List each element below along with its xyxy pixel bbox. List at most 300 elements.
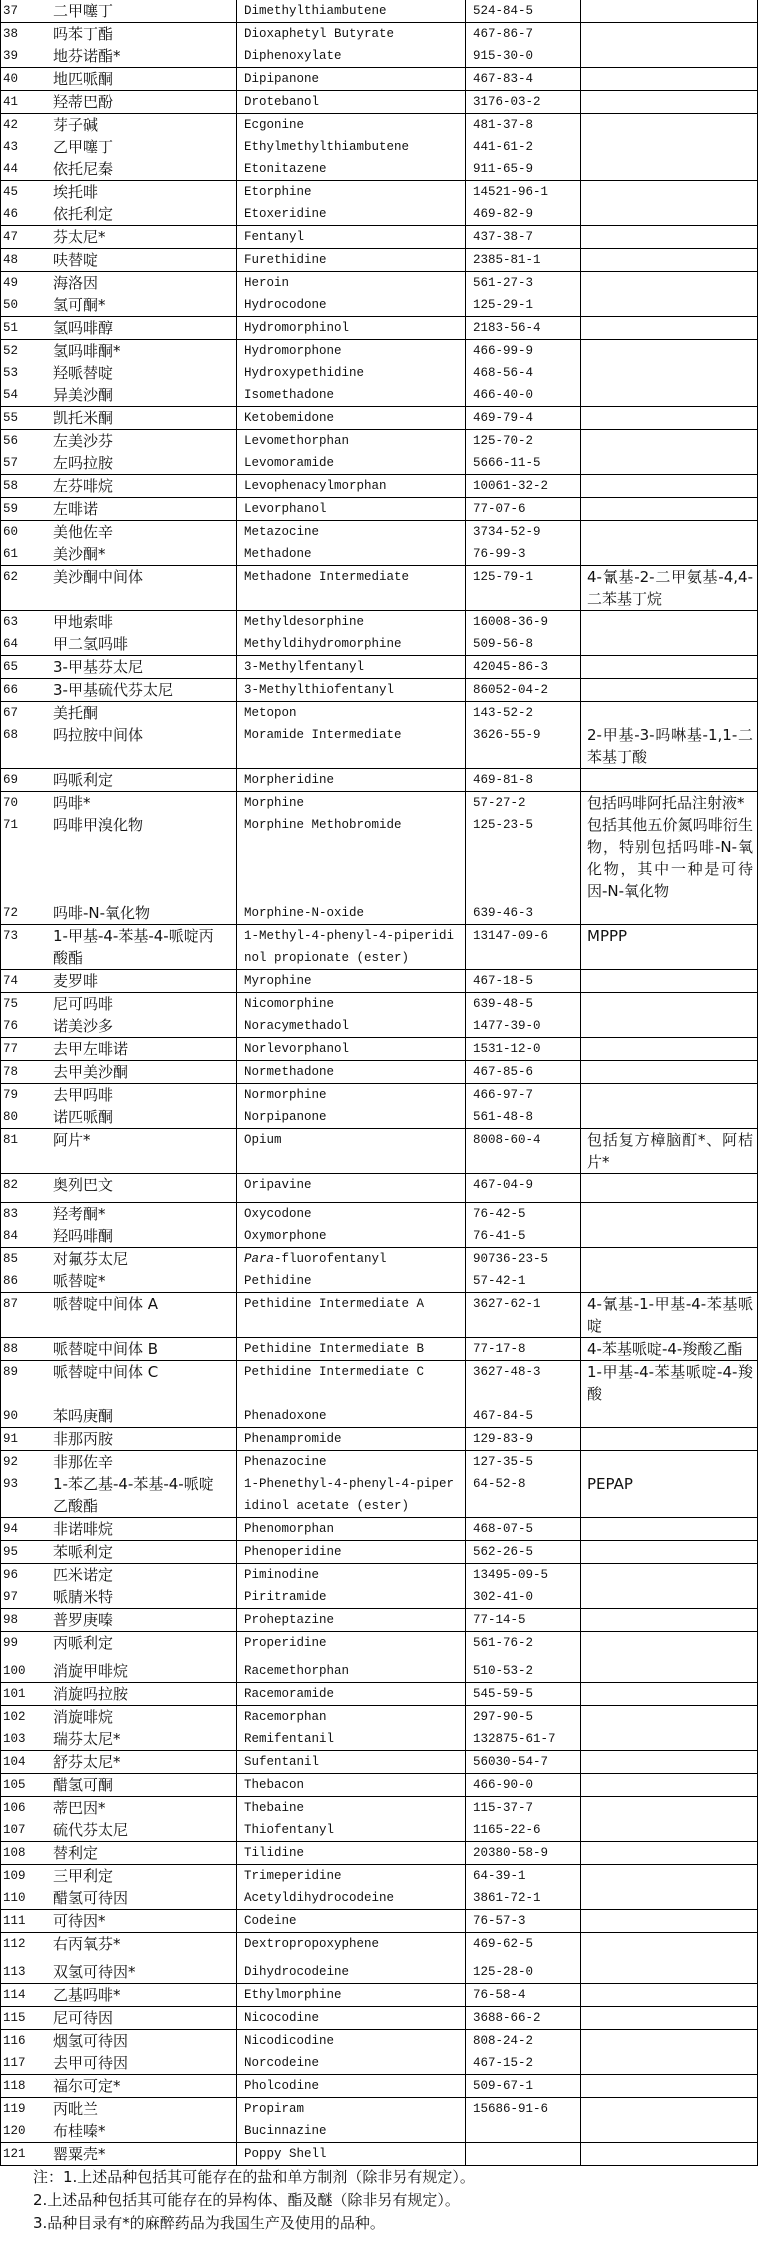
chinese-name: 左美沙芬	[53, 432, 114, 450]
cas-number: 8008-60-4	[473, 1133, 541, 1147]
cas-number: 3627-62-1	[473, 1297, 541, 1311]
chinese-name: 氢吗啡醇	[53, 319, 114, 337]
row-number: 90	[3, 1409, 19, 1423]
row-number: 107	[3, 1823, 26, 1837]
table-row	[1, 1174, 757, 1202]
row-number: 113	[3, 1965, 26, 1979]
row-number: 101	[3, 1687, 26, 1701]
row-number: 117	[3, 2056, 26, 2070]
row-group	[1, 226, 757, 249]
cas-number: 545-59-5	[473, 1687, 534, 1701]
row-number: 87	[3, 1297, 19, 1311]
row-group	[1, 430, 757, 475]
table-row	[1, 925, 757, 969]
chinese-name: 福尔可定*	[53, 2077, 121, 2095]
english-name: 3-Methylfentanyl	[244, 660, 365, 674]
remark: 包括其他五价氮吗啡衍生物，特别包括吗啡-N-氧化物，其中一种是可待因-N-氧化物	[587, 816, 753, 900]
cas-number: 10061-32-2	[473, 479, 549, 493]
row-group	[1, 2143, 757, 2166]
row-number: 69	[3, 773, 19, 787]
cas-number: 115-37-7	[473, 1801, 534, 1815]
chinese-name: 醋氢可待因	[53, 1889, 129, 1907]
chinese-name: 氢吗啡酮*	[53, 342, 121, 360]
row-number: 83	[3, 1207, 19, 1221]
row-group	[1, 1933, 757, 1984]
cas-number: 639-46-3	[473, 906, 534, 920]
english-name: Morphine-N-oxide	[244, 906, 365, 920]
english-name: Hydromorphone	[244, 344, 342, 358]
english-name: Oxycodone	[244, 1207, 312, 1221]
table-row	[1, 1586, 757, 1608]
row-group	[1, 340, 757, 407]
table-row	[1, 2143, 757, 2165]
chinese-name: 罂粟壳*	[53, 2145, 106, 2163]
english-name: Proheptazine	[244, 1613, 335, 1627]
english-name: Dipipanone	[244, 72, 320, 86]
chinese-name: 异美沙酮	[53, 386, 114, 404]
row-number: 73	[3, 929, 19, 943]
cas-number: 42045-86-3	[473, 660, 549, 674]
row-group	[1, 611, 757, 656]
chinese-name: 美沙酮中间体	[53, 568, 144, 586]
table-row	[1, 1338, 757, 1360]
row-number: 63	[3, 615, 19, 629]
english-name: Drotebanol	[244, 95, 320, 109]
chinese-name: 美他佐辛	[53, 523, 114, 541]
row-number: 72	[3, 906, 19, 920]
chinese-name: 海洛因	[53, 274, 99, 292]
table-row	[1, 68, 757, 90]
english-name: Oxymorphone	[244, 1229, 327, 1243]
table-row	[1, 384, 757, 406]
remark: 2-甲基-3-吗啉基-1,1-二苯基丁酸	[587, 726, 753, 766]
english-name: Morphine	[244, 796, 305, 810]
table-row	[1, 656, 757, 678]
english-name: Norlevorphanol	[244, 1042, 350, 1056]
cas-number: 76-41-5	[473, 1229, 526, 1243]
chinese-name: 诺匹哌酮	[53, 1108, 114, 1126]
row-group	[1, 181, 757, 226]
row-group	[1, 475, 757, 498]
english-name: Ethylmethylthiambutene	[244, 140, 410, 154]
english-name: Pholcodine	[244, 2079, 320, 2093]
english-name: Opium	[244, 1133, 282, 1147]
table-row	[1, 1361, 757, 1405]
row-number: 39	[3, 49, 19, 63]
cas-number: 466-99-9	[473, 344, 534, 358]
table-row	[1, 294, 757, 316]
cas-number: 509-67-1	[473, 2079, 534, 2093]
cas-number: 467-15-2	[473, 2056, 534, 2070]
row-number: 67	[3, 706, 19, 720]
row-number: 108	[3, 1846, 26, 1860]
row-number: 109	[3, 1869, 26, 1883]
table-row	[1, 2120, 757, 2142]
row-group	[1, 1428, 757, 1451]
chinese-name: 消旋吗拉胺	[53, 1685, 129, 1703]
chinese-name: 奥列巴文	[53, 1176, 114, 1194]
cas-number: 86052-04-2	[473, 683, 549, 697]
cas-number: 2183-56-4	[473, 321, 541, 335]
table-row	[1, 1106, 757, 1128]
cas-number: 437-38-7	[473, 230, 534, 244]
cas-number: 3734-52-9	[473, 525, 541, 539]
table-row	[1, 158, 757, 180]
table-row	[1, 45, 757, 67]
table-row	[1, 1061, 757, 1083]
english-name: Metazocine	[244, 525, 320, 539]
row-group	[1, 2030, 757, 2075]
row-number: 43	[3, 140, 19, 154]
table-row	[1, 1293, 757, 1337]
row-group	[1, 1706, 757, 1751]
cas-number: 132875-61-7	[473, 1732, 556, 1746]
chinese-name: 布桂嗪*	[53, 2122, 106, 2140]
row-group	[1, 1632, 757, 1683]
row-number: 71	[3, 818, 19, 832]
cas-number: 64-52-8	[473, 1477, 526, 1491]
english-name: Bucinnazine	[244, 2124, 327, 2138]
row-number: 106	[3, 1801, 26, 1815]
table-row	[1, 993, 757, 1015]
chinese-name: 吗啡甲溴化物	[53, 816, 144, 834]
table-row	[1, 2030, 757, 2052]
english-name: Phenomorphan	[244, 1522, 335, 1536]
row-group	[1, 1683, 757, 1706]
row-number: 82	[3, 1178, 19, 1192]
row-group	[1, 925, 757, 970]
table-row	[1, 769, 757, 791]
chinese-name: 依托尼秦	[53, 160, 114, 178]
row-number: 64	[3, 637, 19, 651]
table-row	[1, 1609, 757, 1631]
chinese-name: 苯哌利定	[53, 1543, 114, 1561]
row-number: 77	[3, 1042, 19, 1056]
row-number: 48	[3, 253, 19, 267]
table-row	[1, 2007, 757, 2029]
cas-number: 125-29-1	[473, 298, 534, 312]
row-number: 78	[3, 1065, 19, 1079]
row-group	[1, 1984, 757, 2007]
english-name: Racemethorphan	[244, 1664, 350, 1678]
chinese-name: 硫代芬太尼	[53, 1821, 129, 1839]
chinese-name: 三甲利定	[53, 1867, 114, 1885]
chinese-name: 哌替啶中间体 B	[53, 1340, 159, 1358]
row-group	[1, 91, 757, 114]
english-name: Levophenacylmorphan	[244, 479, 387, 493]
chinese-name: 麦罗啡	[53, 972, 99, 990]
cas-number: 469-82-9	[473, 207, 534, 221]
chinese-name: 吗拉胺中间体	[53, 726, 144, 744]
english-name: 3-Methylthiofentanyl	[244, 683, 395, 697]
row-group	[1, 993, 757, 1038]
row-number: 49	[3, 276, 19, 290]
chinese-name: 氢可酮*	[53, 296, 106, 314]
english-name: Poppy Shell	[244, 2147, 327, 2161]
english-name: Morphine Methobromide	[244, 818, 402, 832]
cas-number: 561-76-2	[473, 1636, 534, 1650]
table-row	[1, 475, 757, 497]
remark: 1-甲基-4-苯基哌啶-4-羧酸	[587, 1363, 753, 1403]
table-row	[1, 1865, 757, 1887]
cas-number: 3688-66-2	[473, 2011, 541, 2025]
footnotes	[0, 2166, 759, 2235]
footnote: 注：1.上述品种包括其可能存在的盐和单方制剂（除非另有规定）。	[33, 2168, 475, 2186]
row-number: 110	[3, 1891, 26, 1905]
row-number: 96	[3, 1568, 19, 1582]
table-row	[1, 23, 757, 45]
english-name: Normethadone	[244, 1065, 335, 1079]
row-number: 89	[3, 1365, 19, 1379]
cas-number: 1165-22-6	[473, 1823, 541, 1837]
chinese-name: 可待因*	[53, 1912, 106, 1930]
row-group	[1, 769, 757, 792]
english-name: Remifentanil	[244, 1732, 335, 1746]
row-number: 40	[3, 72, 19, 86]
chinese-name: 地芬诺酯*	[53, 47, 121, 65]
chinese-name: 苯吗庚酮	[53, 1407, 114, 1425]
chinese-name: 左啡诺	[53, 500, 99, 518]
chinese-name: 尼可待因	[53, 2009, 114, 2027]
chinese-name: 醋氢可酮	[53, 1776, 114, 1794]
row-group	[1, 656, 757, 679]
row-group	[1, 1084, 757, 1129]
row-number: 79	[3, 1088, 19, 1102]
cas-number: 510-53-2	[473, 1664, 534, 1678]
chinese-name: 瑞芬太尼*	[53, 1730, 121, 1748]
table-row	[1, 2052, 757, 2074]
chinese-name: 右丙氧芬*	[53, 1935, 121, 1953]
chinese-name: 羟蒂巴酚	[53, 93, 114, 111]
table-row	[1, 430, 757, 452]
row-number: 66	[3, 683, 19, 697]
row-number: 111	[3, 1914, 26, 1928]
table-row	[1, 1632, 757, 1660]
chinese-name: 哌替啶中间体 A	[53, 1295, 159, 1313]
row-group	[1, 0, 757, 23]
chinese-name: 凯托米酮	[53, 409, 114, 427]
cas-number: 441-61-2	[473, 140, 534, 154]
row-group	[1, 249, 757, 272]
table-row	[1, 1842, 757, 1864]
table-row	[1, 1038, 757, 1060]
row-number: 119	[3, 2102, 26, 2116]
row-number: 44	[3, 162, 19, 176]
table-row	[1, 970, 757, 992]
english-name: Thebacon	[244, 1778, 305, 1792]
chinese-name: 芽子碱	[53, 116, 99, 134]
row-number: 76	[3, 1019, 19, 1033]
cas-number: 20380-58-9	[473, 1846, 549, 1860]
cas-number: 76-58-4	[473, 1988, 526, 2002]
cas-number: 3627-48-3	[473, 1365, 541, 1379]
cas-number: 1531-12-0	[473, 1042, 541, 1056]
row-number: 86	[3, 1274, 19, 1288]
row-number: 92	[3, 1455, 19, 1469]
row-number: 55	[3, 411, 19, 425]
table-row	[1, 1774, 757, 1796]
english-name: Etorphine	[244, 185, 312, 199]
cas-number: 911-65-9	[473, 162, 534, 176]
row-group	[1, 702, 757, 769]
english-name: Normorphine	[244, 1088, 327, 1102]
chinese-name: 埃托啡	[53, 183, 99, 201]
cas-number: 466-90-0	[473, 1778, 534, 1792]
table-row	[1, 1961, 757, 1983]
cas-number: 77-14-5	[473, 1613, 526, 1627]
table-row	[1, 272, 757, 294]
remark: 4-苯基哌啶-4-羧酸乙酯	[587, 1340, 743, 1358]
table-row	[1, 1797, 757, 1819]
row-number: 60	[3, 525, 19, 539]
english-name: Norpipanone	[244, 1110, 327, 1124]
english-name: Fentanyl	[244, 230, 305, 244]
row-group	[1, 1774, 757, 1797]
chinese-name: 吗啡-N-氧化物	[53, 904, 151, 922]
table-row	[1, 1541, 757, 1563]
chinese-name: 丙吡兰	[53, 2100, 99, 2118]
table-row	[1, 1518, 757, 1540]
row-group	[1, 1203, 757, 1248]
english-name-italic-prefix: Para	[244, 1252, 275, 1266]
english-name: Trimeperidine	[244, 1869, 342, 1883]
row-number: 57	[3, 456, 19, 470]
cas-number: 302-41-0	[473, 1590, 534, 1604]
row-number: 104	[3, 1755, 26, 1769]
table-row	[1, 1225, 757, 1247]
row-group	[1, 521, 757, 566]
cas-number: 469-79-4	[473, 411, 534, 425]
row-number: 112	[3, 1937, 26, 1951]
table-row	[1, 1984, 757, 2006]
english-name: Nicocodine	[244, 2011, 320, 2025]
table-row	[1, 407, 757, 429]
row-group	[1, 679, 757, 702]
english-name: Methadone	[244, 547, 312, 561]
row-group	[1, 1609, 757, 1632]
chinese-name: 去甲左啡诺	[53, 1040, 129, 1058]
cas-number: 469-81-8	[473, 773, 534, 787]
row-number: 81	[3, 1133, 19, 1147]
cas-number: 90736-23-5	[473, 1252, 549, 1266]
cas-number: 481-37-8	[473, 118, 534, 132]
cas-number: 127-35-5	[473, 1455, 534, 1469]
row-group	[1, 23, 757, 68]
chinese-name: 消旋啡烷	[53, 1708, 114, 1726]
english-name: Propiram	[244, 2102, 305, 2116]
row-number: 50	[3, 298, 19, 312]
chinese-name: 替利定	[53, 1844, 99, 1862]
cas-number: 297-90-5	[473, 1710, 534, 1724]
chinese-name: 羟哌替啶	[53, 364, 114, 382]
english-name: Dihydrocodeine	[244, 1965, 350, 1979]
row-group	[1, 1865, 757, 1910]
table-row	[1, 1248, 757, 1270]
cas-number: 64-39-1	[473, 1869, 526, 1883]
cas-number: 467-83-4	[473, 72, 534, 86]
english-name: Ethylmorphine	[244, 1988, 342, 2002]
chinese-name: 哌替啶*	[53, 1272, 106, 1290]
table-row	[1, 679, 757, 701]
row-group	[1, 1518, 757, 1541]
table-row	[1, 362, 757, 384]
row-number: 41	[3, 95, 19, 109]
english-name: Phenadoxone	[244, 1409, 327, 1423]
row-number: 95	[3, 1545, 19, 1559]
chinese-name: 乙甲噻丁	[53, 138, 114, 156]
english-name: Hydrocodone	[244, 298, 327, 312]
english-name: Oripavine	[244, 1178, 312, 1192]
row-number: 46	[3, 207, 19, 221]
chinese-name: 去甲可待因	[53, 2054, 129, 2072]
row-group	[1, 2075, 757, 2098]
table-row	[1, 181, 757, 203]
chinese-name: 甲二氢吗啡	[53, 635, 129, 653]
table-row	[1, 633, 757, 655]
row-group	[1, 792, 757, 925]
english-name: Norcodeine	[244, 2056, 320, 2070]
table-row	[1, 203, 757, 225]
cas-number: 125-79-1	[473, 570, 534, 584]
chinese-name: 美沙酮*	[53, 545, 106, 563]
english-name: Heroin	[244, 276, 290, 290]
row-number: 93	[3, 1477, 19, 1491]
cas-number: 468-07-5	[473, 1522, 534, 1536]
table-row	[1, 611, 757, 633]
chinese-name: 吗苯丁酯	[53, 25, 114, 43]
english-name: Methyldihydromorphine	[244, 637, 402, 651]
row-number: 115	[3, 2011, 26, 2025]
remark: 包括吗啡阿托品注射液*	[587, 794, 745, 812]
table-row	[1, 1933, 757, 1961]
cas-number: 561-48-8	[473, 1110, 534, 1124]
english-name: Levomoramide	[244, 456, 335, 470]
row-number: 62	[3, 570, 19, 584]
table-row	[1, 1084, 757, 1106]
row-group	[1, 1751, 757, 1774]
cas-number: 14521-96-1	[473, 185, 549, 199]
row-number: 116	[3, 2034, 26, 2048]
english-name: Moramide Intermediate	[244, 728, 402, 742]
row-number: 98	[3, 1613, 19, 1627]
row-group	[1, 407, 757, 430]
english-name: 1-Phenethyl-4-phenyl-4-piperidinol acetate (ester)	[244, 1477, 455, 1513]
cas-number: 524-84-5	[473, 4, 534, 18]
chinese-name: 非那丙胺	[53, 1430, 114, 1448]
table-row	[1, 1683, 757, 1705]
table-row	[1, 1405, 757, 1427]
row-number: 53	[3, 366, 19, 380]
chinese-name: 阿片*	[53, 1131, 91, 1149]
cas-number: 467-84-5	[473, 1409, 534, 1423]
english-name: Pethidine	[244, 1274, 312, 1288]
chinese-name: 1-苯乙基-4-苯基-4-哌啶乙酸酯	[53, 1475, 214, 1515]
row-group	[1, 68, 757, 91]
row-group	[1, 1338, 757, 1361]
table-row	[1, 1910, 757, 1932]
row-number: 47	[3, 230, 19, 244]
chinese-name: 吗啡*	[53, 794, 91, 812]
cas-number: 125-23-5	[473, 818, 534, 832]
row-group	[1, 1361, 757, 1428]
chinese-name: 双氢可待因*	[53, 1963, 136, 1981]
chinese-name: 蒂巴因*	[53, 1799, 106, 1817]
chinese-name: 1-甲基-4-苯基-4-哌啶丙酸酯	[53, 927, 214, 967]
english-name: Dextropropoxyphene	[244, 1937, 380, 1951]
row-number: 102	[3, 1710, 26, 1724]
english-name: Metopon	[244, 706, 297, 720]
cas-number: 1477-39-0	[473, 1019, 541, 1033]
